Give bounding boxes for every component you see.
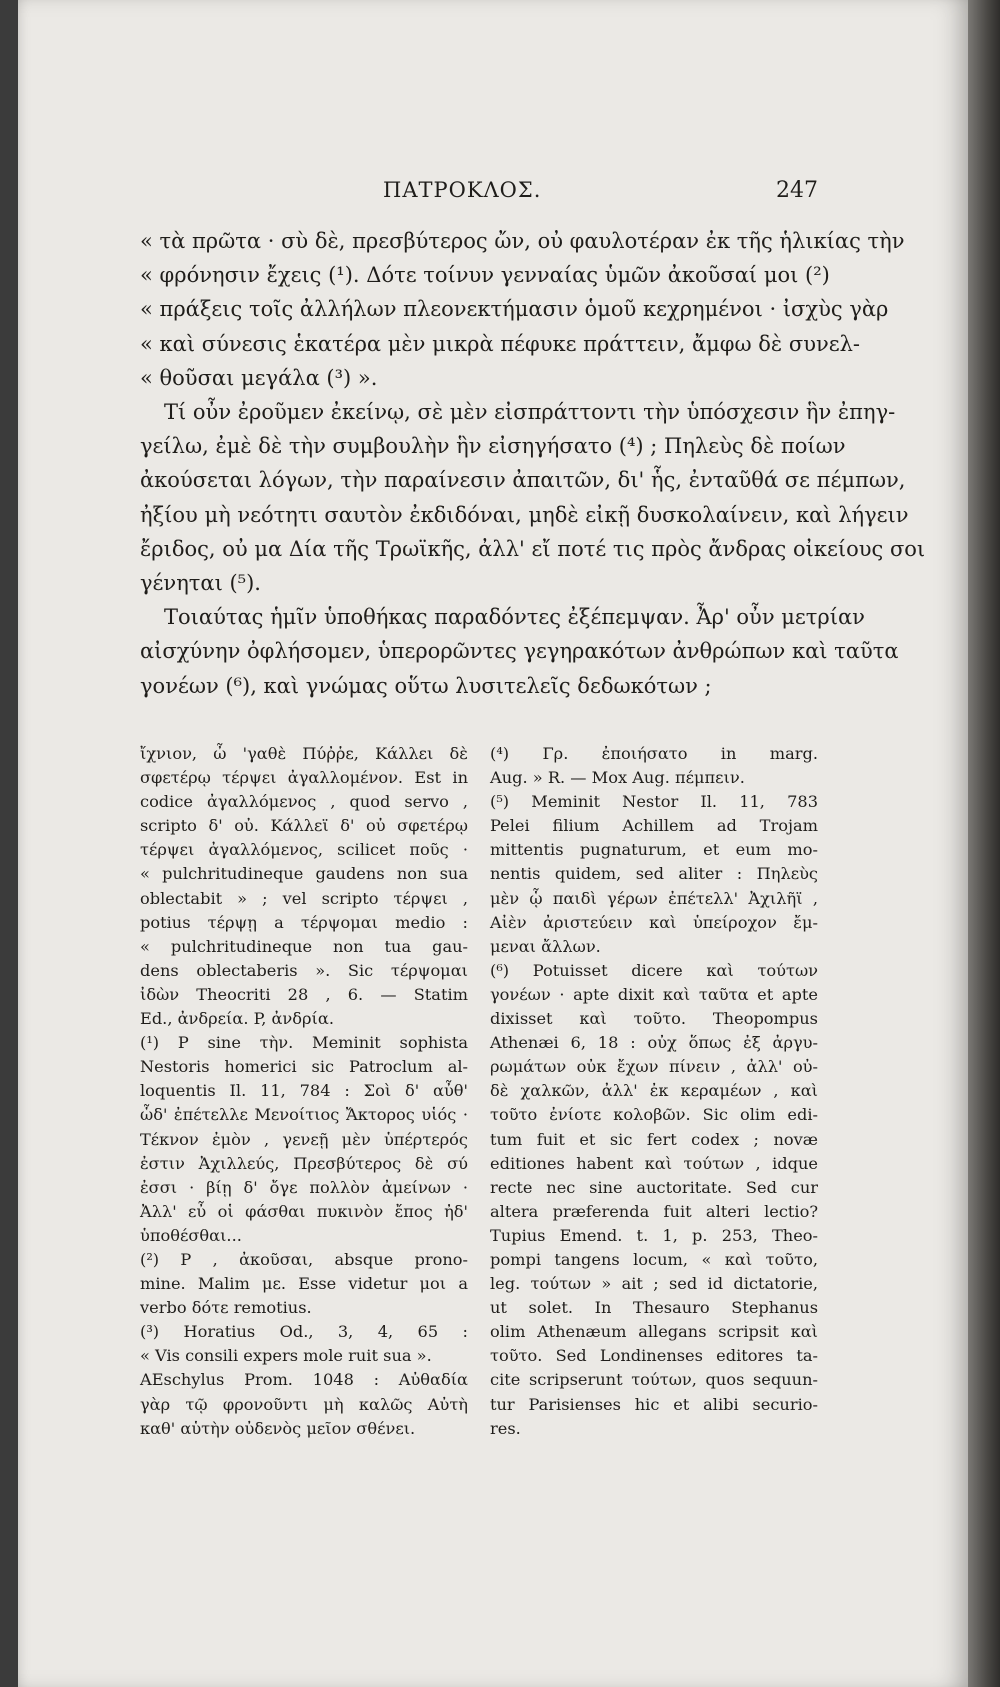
footnote-line: δὲ χαλκῶν, ἀλλ' ἐκ κεραμέων , καὶ bbox=[490, 1081, 818, 1101]
footnote-line: ἐσσι · βίῃ δ' ὄγε πολλὸν ἀμείνων · bbox=[140, 1177, 468, 1197]
footnote-line: res. bbox=[490, 1418, 521, 1438]
text-line: Τοιαύτας ἡμῖν ὑποθήκας παραδόντες ἐξέπεμψαν. Ἆρ' οὖν μετρίαν bbox=[164, 605, 865, 630]
footnote-line: Τέκνον ἐμὸν , γενεῇ μὲν ὑπέρτερός bbox=[140, 1129, 468, 1149]
footnote-line: AEschylus Prom. 1048 : Αὐθαδία bbox=[140, 1370, 468, 1390]
footnote-line: Αἰὲν ἀριστεύειν καὶ ὑπείροχον ἔμ- bbox=[490, 912, 818, 932]
footnote-line: pompi tangens locum, « καὶ τοῦτο, bbox=[490, 1249, 818, 1269]
page-header bbox=[138, 178, 818, 208]
text-line: γείλω, ἐμὲ δὲ τὴν συμβουλὴν ἣν εἰσηγήσατο (⁴) ; Πηλεὺς δὲ ποίων bbox=[140, 434, 846, 459]
footnote-line: καθ' αὑτὴν οὐδενὸς μεῖον σθένει. bbox=[140, 1418, 416, 1438]
text-line: « τὰ πρῶτα · σὺ δὲ, πρεσβύτερος ὤν, οὐ φαυλοτέραν ἐκ τῆς ἡλικίας τὴν bbox=[140, 229, 905, 253]
footnote-line: ἴχνιον, ὦ 'γαθὲ Πύῤῥε, Κάλλει δὲ bbox=[140, 744, 468, 763]
footnote-line: recte nec sine auctoritate. Sed cur bbox=[490, 1177, 818, 1197]
text-line: ἠξίου μὴ νεότητι σαυτὸν ἐκδιδόναι, μηδὲ εἰκῇ δυσκολαίνειν, καὶ λήγειν bbox=[140, 502, 909, 527]
footnote-line: τοῦτο. Sed Londinenses editores ta- bbox=[490, 1346, 818, 1366]
footnote-line: Tupius Emend. t. 1, p. 253, Theo- bbox=[490, 1225, 818, 1245]
footnote-line: « pulchritudineque gaudens non sua bbox=[140, 864, 468, 884]
text-line: Τί οὖν ἐροῦμεν ἐκείνῳ, σὲ μὲν εἰσπράττοντι τὴν ὑπόσχεσιν ἣν ἐπηγ- bbox=[164, 400, 896, 425]
footnotes-right-column bbox=[490, 742, 818, 1441]
footnote-line: τοῦτο ἐνίοτε κολοβῶν. Sic olim edi- bbox=[490, 1105, 818, 1125]
footnote-line: ὧδ' ἐπέτελλε Μενοίτιος Ἄκτορος υἱός · bbox=[140, 1105, 468, 1125]
footnote-line: leg. τούτων » ait ; sed id dictatorie, bbox=[490, 1274, 818, 1294]
text-line: « φρόνησιν ἔχεις (¹). Δότε τοίνυν γενναίας ὑμῶν ἀκοῦσαί μοι (²) bbox=[140, 263, 830, 288]
footnote-line: μὲν ᾧ παιδὶ γέρων ἐπέτελλ' Ἀχιλῆϊ , bbox=[490, 888, 818, 908]
footnote-line: (⁴) Γρ. ἐποιήσατο in marg. bbox=[490, 744, 818, 763]
book-gutter bbox=[968, 0, 1000, 1687]
footnote-line: (¹) P sine τὴν. Meminit sophista bbox=[140, 1033, 468, 1053]
footnote-line: (²) P , ἀκοῦσαι, absque prono- bbox=[140, 1249, 468, 1269]
footnote-line: σφετέρῳ τέρψει ἀγαλλομένον. Est in bbox=[140, 768, 468, 788]
footnote-line: γὰρ τῷ φρονοῦντι μὴ καλῶς Αὐτὴ bbox=[140, 1394, 468, 1414]
text-line: « θοῦσαι μεγάλα (³) ». bbox=[140, 365, 378, 390]
footnote-line: ρωμάτων οὐκ ἔχων πίνειν , ἀλλ' οὐ- bbox=[490, 1057, 818, 1077]
footnote-line: tur Parisienses hic et alibi securio- bbox=[490, 1394, 818, 1414]
footnote-line: verbo δότε remotius. bbox=[140, 1298, 312, 1318]
footnote-line: altera præferenda fuit alteri lectio? bbox=[490, 1201, 818, 1221]
footnotes-left-column bbox=[140, 742, 468, 1441]
page-number: 247 bbox=[776, 178, 818, 203]
text-line: ἀκούσεται λόγων, τὴν παραίνεσιν ἀπαιτῶν, δι' ἧς, ἐνταῦθά σε πέμπων, bbox=[140, 468, 906, 493]
footnote-line: cite scripserunt τούτων, quos sequun- bbox=[490, 1370, 818, 1390]
footnote-line: Ἀλλ' εὖ οἱ φάσθαι πυκινὸν ἔπος ἠδ' bbox=[140, 1201, 468, 1221]
footnote-line: loquentis Il. 11, 784 : Σοὶ δ' αὖθ' bbox=[140, 1081, 468, 1101]
text-line: « πράξεις τοῖς ἀλλήλων πλεονεκτήμασιν ὁμοῦ κεχρημένοι · ἰσχὺς γὰρ bbox=[140, 297, 889, 322]
footnote-line: Nestoris homerici sic Patroclum al- bbox=[140, 1057, 468, 1077]
footnote-line: potius τέρψῃ a τέρψομαι medio : bbox=[140, 912, 468, 932]
footnote-line: Pelei filium Achillem ad Trojam bbox=[490, 816, 818, 836]
footnote-line: dixisset καὶ τοῦτο. Theopompus bbox=[490, 1009, 818, 1029]
text-line: αἰσχύνην ὀφλήσομεν, ὑπερορῶντες γεγηρακότων ἀνθρώπων καὶ ταῦτα bbox=[140, 639, 899, 664]
footnote-line: (⁵) Meminit Nestor Il. 11, 783 bbox=[490, 792, 818, 812]
footnote-line: ἰδὼν Theocriti 28 , 6. — Statim bbox=[140, 984, 468, 1004]
footnote-line: Athenæi 6, 18 : οὐχ ὅπως ἐξ ἀργυ- bbox=[490, 1033, 818, 1053]
footnote-line: τέρψει ἀγαλλόμενος, scilicet ποῦς · bbox=[140, 840, 468, 860]
footnote-line: tum fuit et sic fert codex ; novæ bbox=[490, 1129, 818, 1149]
footnote-line: μεναι ἄλλων. bbox=[490, 936, 601, 956]
footnote-line: ὑποθέσθαι... bbox=[140, 1225, 242, 1245]
footnote-line: Aug. » R. — Mox Aug. πέμπειν. bbox=[490, 768, 745, 788]
text-line: γένηται (⁵). bbox=[140, 571, 261, 596]
footnote-line: (⁶) Potuisset dicere καὶ τούτων bbox=[490, 960, 818, 980]
footnote-line: scripto δ' οὐ. Κάλλεϊ δ' οὐ σφετέρῳ bbox=[140, 816, 468, 836]
text-line: γονέων (⁶), καὶ γνώμας οὕτω λυσιτελεῖς δεδωκότων ; bbox=[140, 673, 712, 698]
footnote-line: (³) Horatius Od., 3, 4, 65 : bbox=[140, 1322, 468, 1342]
running-title: ΠΑΤΡΟΚΛΟΣ. bbox=[383, 178, 542, 202]
footnote-line: « Vis consili expers mole ruit sua ». bbox=[140, 1346, 432, 1366]
footnote-line: ἐστιν Ἀχιλλεύς, Πρεσβύτερος δὲ σύ bbox=[140, 1153, 468, 1173]
footnote-line: editiones habent καὶ τούτων , idque bbox=[490, 1153, 818, 1173]
footnote-line: dens oblectaberis ». Sic τέρψομαι bbox=[140, 960, 468, 980]
book-page bbox=[18, 0, 968, 1687]
footnote-line: codice ἀγαλλόμενος , quod servo , bbox=[140, 792, 468, 812]
text-line: ἔριδος, οὐ μα Δία τῆς Τρωϊκῆς, ἀλλ' εἴ ποτέ τις πρὸς ἄνδρας οἰκείους σοι bbox=[140, 536, 926, 561]
footnote-line: mittentis pugnaturum, et eum mo- bbox=[490, 840, 818, 860]
footnote-line: olim Athenæum allegans scripsit καὶ bbox=[490, 1322, 818, 1342]
footnote-line: ut solet. In Thesauro Stephanus bbox=[490, 1298, 818, 1318]
footnote-line: nentis quidem, sed aliter : Πηλεὺς bbox=[490, 864, 818, 884]
main-text-block bbox=[140, 224, 926, 703]
text-line: « καὶ σύνεσις ἑκατέρα μὲν μικρὰ πέφυκε πράττειν, ἄμφω δὲ συνελ- bbox=[140, 331, 861, 356]
footnote-line: « pulchritudineque non tua gau- bbox=[140, 936, 468, 956]
footnote-line: Ed., ἀνδρεία. P, ἀνδρία. bbox=[140, 1009, 334, 1029]
footnote-line: mine. Malim με. Esse videtur μοι a bbox=[140, 1274, 468, 1294]
footnote-line: γονέων · apte dixit καὶ ταῦτα et apte bbox=[490, 984, 818, 1004]
footnote-line: oblectabit » ; vel scripto τέρψει , bbox=[140, 888, 468, 908]
